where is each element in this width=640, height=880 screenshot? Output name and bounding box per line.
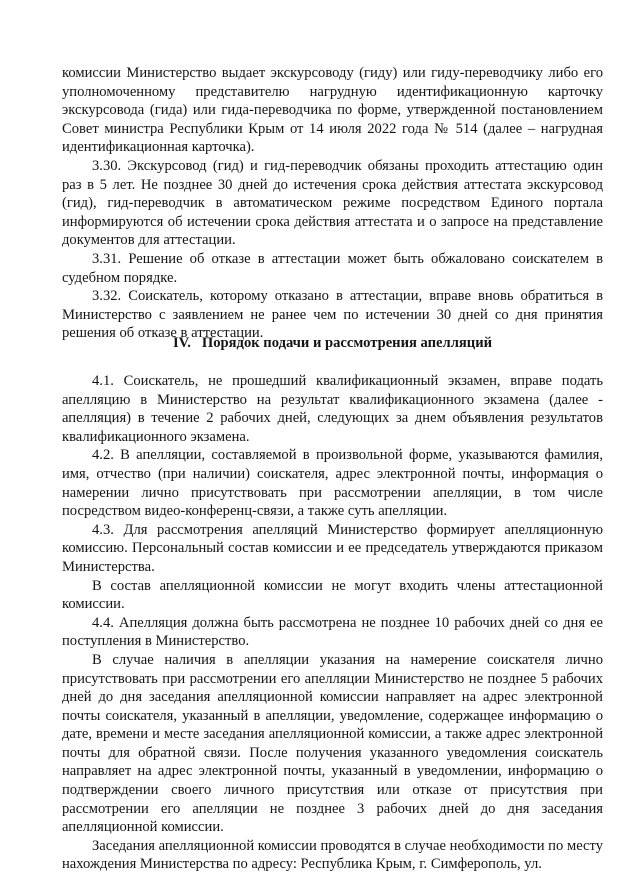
paragraph-3-30: 3.30. Экскурсовод (гид) и гид-переводчик обязаны проходить аттестацию один раз в 5 лет. Не позднее 30 дней до истечения срока действия аттестата экскурсовод (гид), гид-переводчик в автоматическом режиме посредством Единого портала информируются об истечении срока действия аттестата и о запросе на представление документов для аттестации. xyxy=(62,157,603,249)
paragraph-3-31: 3.31. Решение об отказе в аттестации может быть обжаловано соискателем в судебном порядке. xyxy=(62,250,603,286)
paragraph-3-32: 3.32. Соискатель, которому отказано в аттестации, вправе вновь обратиться в Министерство с заявлением не ранее чем по истечении 30 дней со дня принятия решения об отказе в аттестации. xyxy=(62,288,603,342)
paragraph-4-4-location: Заседания апелляционной комиссии проводятся в случае необходимости по месту нахождения Министерства по адресу: Республика Крым, г. Симферополь, ул. xyxy=(62,837,603,873)
paragraph-3-29-continuation: комиссии Министерство выдает экскурсоводу (гиду) или гиду-переводчику либо его уполномоченному представителю нагрудную идентификационную карточку экскурсовода (гида) или гида-переводчика по форме, утвержденной постановлением Совет министра Республики Крым от 14 июля 2022 года № 514 (далее – нагрудная идентификационная карточка). xyxy=(62,65,603,156)
paragraph-4-4-notification: В случае наличия в апелляции указания на намерение соискателя лично присутствовать при рассмотрении его апелляции Министерство не позднее 5 рабочих дней до дня заседания апелляционной комиссии направляет на адрес электронной почты соискателя, указанный в апелляции, уведомление, содержащее информацию о дате, времени и месте заседания апелляционной комиссии, а также адрес электронной почты для обратной связи. После получения указанного уведомления соискатель направляет на адрес электронной почты, указанный в уведомлении, информацию о подтверждении своего личного присутствия или отказе от присутствия при рассмотрении его апелляции не позднее 3 рабочих дней до дня заседания апелляционной комиссии. xyxy=(62,651,603,836)
paragraph-4-1: 4.1. Соискатель, не прошедший квалификационный экзамен, вправе подать апелляцию в Министерство на результат квалификационного экзамена (далее - апелляция) в течение 2 рабочих дней, следующих за днем объявления результатов квалификационного экзамена. xyxy=(62,373,603,445)
section-3-continuation xyxy=(62,64,603,343)
section-heading: IV. Порядок подачи и рассмотрения апелляций xyxy=(172,335,493,351)
paragraph-4-4: 4.4. Апелляция должна быть рассмотрена не позднее 10 рабочих дней со дня ее поступления в Министерство. xyxy=(62,614,603,650)
paragraph-4-3-composition: В состав апелляционной комиссии не могут входить члены аттестационной комиссии. xyxy=(62,577,603,613)
section-4-body xyxy=(62,372,603,874)
paragraph-4-3: 4.3. Для рассмотрения апелляций Министерство формирует апелляционную комиссию. Персональный состав комиссии и ее председатель утверждаются приказом Министерства. xyxy=(62,521,603,575)
paragraph-4-2: 4.2. В апелляции, составляемой в произвольной форме, указываются фамилия, имя, отчество (при наличии) соискателя, адрес электронной почты, информация о намерении лично присутствовать при рассмотрении апелляции, в том числе посредством видео-конференц-связи, а также суть апелляции. xyxy=(62,447,603,520)
